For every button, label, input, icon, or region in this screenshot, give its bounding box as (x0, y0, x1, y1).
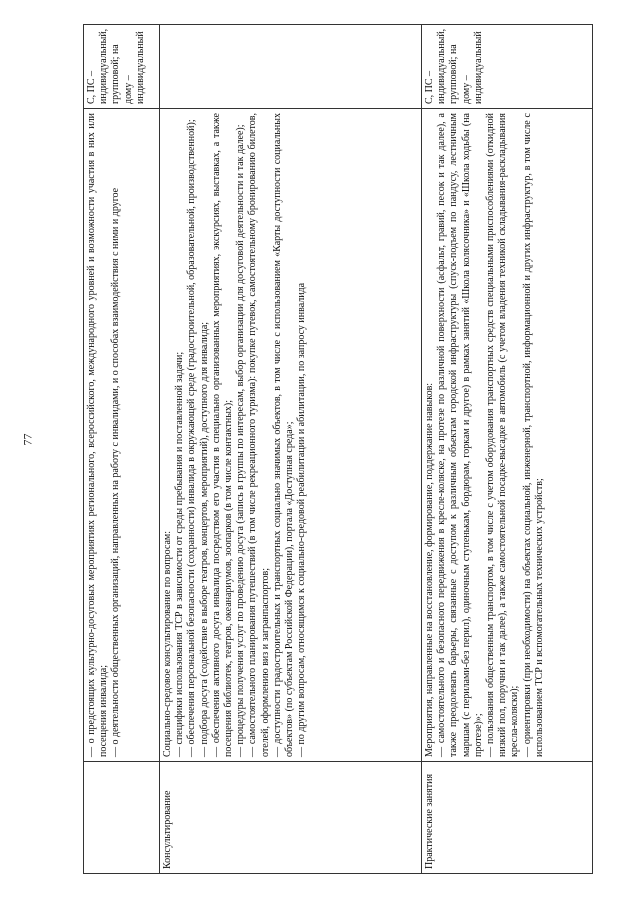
event-form-cell (160, 25, 422, 109)
rotated-page-content (83, 24, 593, 874)
event-name-cell: Консультирование (160, 762, 422, 874)
event-name-cell (84, 762, 160, 874)
content-line: — по другим вопросам, относящимся к социально-средовой реабилитации и абилитации, по запросу инвалида (296, 282, 308, 757)
content-line: Мероприятия, направленные на восстановление, формирование, поддержание навыков: (424, 382, 435, 757)
content-line: — о предстоящих культурно-досуговых мероприятиях регионального, всероссийского, международного уровней и возможности участия в них или посещения инвалида; (86, 113, 110, 757)
event-content-cell (160, 109, 422, 762)
table-row (160, 25, 422, 874)
event-form-cell: С, ПС – индивидуальный, групповой; на дому – индивидуальный (422, 25, 593, 109)
table-row (422, 25, 593, 874)
event-content-cell (422, 109, 593, 762)
content-line: — самостоятельного и безопасного передвижения в кресле-коляске, на протезе по различной поверхности (асфальт, гравий, песок и так далее), а также преодолевать барьеры, связанные с доступом к различным объектам городской инфраструктуры (спуск-подъем по пандусу, лестничным маршам (с перилами-без перил), одиночным ступенькам, бордюрам, горкам и другое) в рамках занятий «Школа колясочника» и «Школа ходьбы (на протезе)»; (436, 113, 484, 757)
content-line: — обеспечения персональной безопасности (сохранности) инвалида в окружающей среде (градостроительной, образовательной, производственной); (186, 119, 198, 757)
content-line: — самостоятельного планирования путешествий (в том числе рекреационного туризма): покупке путевок, самостоятельному бронированию билетов, отелей, оформлению виз и загранпаспортов; (247, 113, 271, 757)
table-row (84, 25, 160, 874)
content-line: — доступности градостроительных и транспортных социально значимых объектов, в том числе с использованием «Карты доступности социальных объектов» (по субъектам Российской Федерации), портала «Доступная среда»; (271, 113, 296, 757)
page-number: 77 (20, 433, 35, 446)
content-line: — процедуры получения услуг по проведению досуга (запись в группы по интересам, выбор организации для досуговой деятельности и так далее); (235, 124, 247, 757)
content-line: — специфики использования ТСР в зависимости от среды пребывания и поставленной задачи; (174, 351, 186, 757)
content-line: — о деятельности общественных организаций, направленных на работу с инвалидами, и о способах взаимодействия с ними и другое (110, 187, 122, 757)
rehabilitation-table (83, 24, 593, 874)
content-line: — обеспечения активного досуга инвалида посредством его участия в специально организованных мероприятиях, экскурсиях, выставках, а также посещения библиотек, театров, океанариумов, зоопарков (в том числе контактных); (210, 113, 235, 757)
content-line: Социально-средовое консультирование по вопросам: (162, 530, 173, 757)
event-name-cell: Практические занятия (422, 762, 593, 874)
content-line: — подбора досуга (содействие в выборе театров, концертов, мероприятий), доступного для инвалида; (198, 321, 210, 757)
content-line: — пользования общественным транспортом, в том числе с учетом оборудования транспортных средств специальными приспособлениями (откидной низкий пол, поручни и так далее), а также самостоятельной посадке-высадке в автомобиль (с учетом владения техникой складывания-раскладывания кресла-коляски); (485, 113, 521, 757)
event-form-cell: С, ПС – индивидуальный, групповой; на дому – индивидуальный (84, 25, 160, 109)
content-line: — ориентировки (при необходимости) на объектах социальной, инженерной, транспортной, информационной и других инфраструктур, в том числе с использованием ТСР и вспомогательных технических устройств; (521, 113, 545, 757)
event-content-cell (84, 109, 160, 762)
